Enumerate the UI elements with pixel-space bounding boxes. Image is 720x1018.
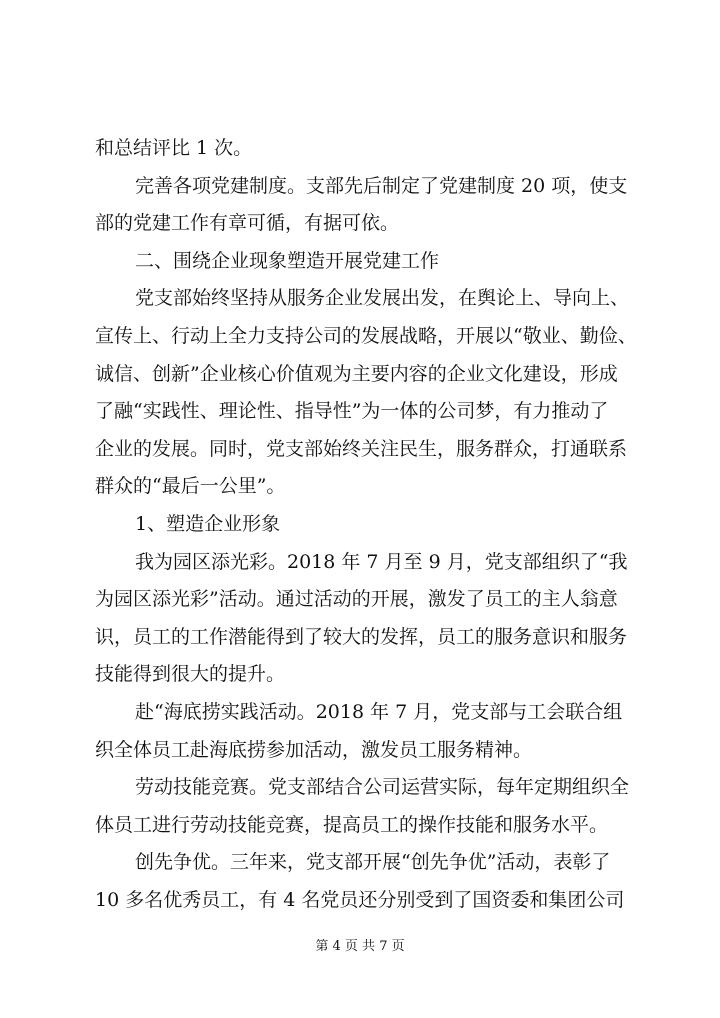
paragraph-line-branch-intro: 党支部始终坚持从服务企业发展出发，在舆论上、导向上、 [135,287,630,310]
section-heading-2: 二、围绕企业现象塑造开展党建工作 [135,249,440,272]
paragraph-line-party-rules: 完善各项党建制度。支部先后制定了党建制度 20 项，使支 [135,174,628,197]
paragraph-line-excellence: 创先争优。三年来，党支部开展“创先争优”活动，表彰了 [135,851,611,874]
paragraph-line: 部的党建工作有章可循，有据可依。 [95,212,400,235]
paragraph-line-park-activity: 我为园区添光彩。2018 年 7 月至 9 月，党支部组织了“我 [135,550,628,573]
paragraph-line-haidilao: 赴“海底捞实践活动。2018 年 7 月，党支部与工会联合组 [135,700,623,723]
paragraph-line: 体员工进行劳动技能竞赛，提高员工的操作技能和服务水平。 [95,813,609,836]
paragraph-line: 10 多名优秀员工，有 4 名党员还分别受到了国资委和集团公司 [95,888,625,911]
paragraph-line: 为园区添光彩”活动。通过活动的开展，激发了员工的主人翁意 [95,588,618,611]
paragraph-line-continuation: 和总结评比 1 次。 [95,137,253,159]
paragraph-line: 宣传上、行动上全力支持公司的发展战略，开展以“敬业、勤俭、 [95,324,637,347]
paragraph-line-skill-contest: 劳动技能竞赛。党支部结合公司运营实际，每年定期组织全 [135,776,630,799]
paragraph-line: 企业的发展。同时，党支部始终关注民生，服务群众，打通联系 [95,437,628,460]
paragraph-line: 群众的“最后一公里”。 [95,475,286,498]
page-number-footer: 第 4 页 共 7 页 [315,939,405,954]
paragraph-line: 技能得到很大的提升。 [95,663,286,686]
subsection-heading-1: 1、塑造企业形象 [135,512,281,535]
paragraph-line: 织全体员工赴海底捞参加活动，激发员工服务精神。 [95,738,533,761]
paragraph-line: 诚信、创新”企业核心价值观为主要内容的企业文化建设，形成 [95,362,618,385]
paragraph-line: 了融“实践性、理论性、指导性”为一体的公司梦，有力推动了 [95,400,609,423]
paragraph-line: 识，员工的工作潜能得到了较大的发挥，员工的服务意识和服务 [95,625,628,648]
body-text [95,130,645,919]
